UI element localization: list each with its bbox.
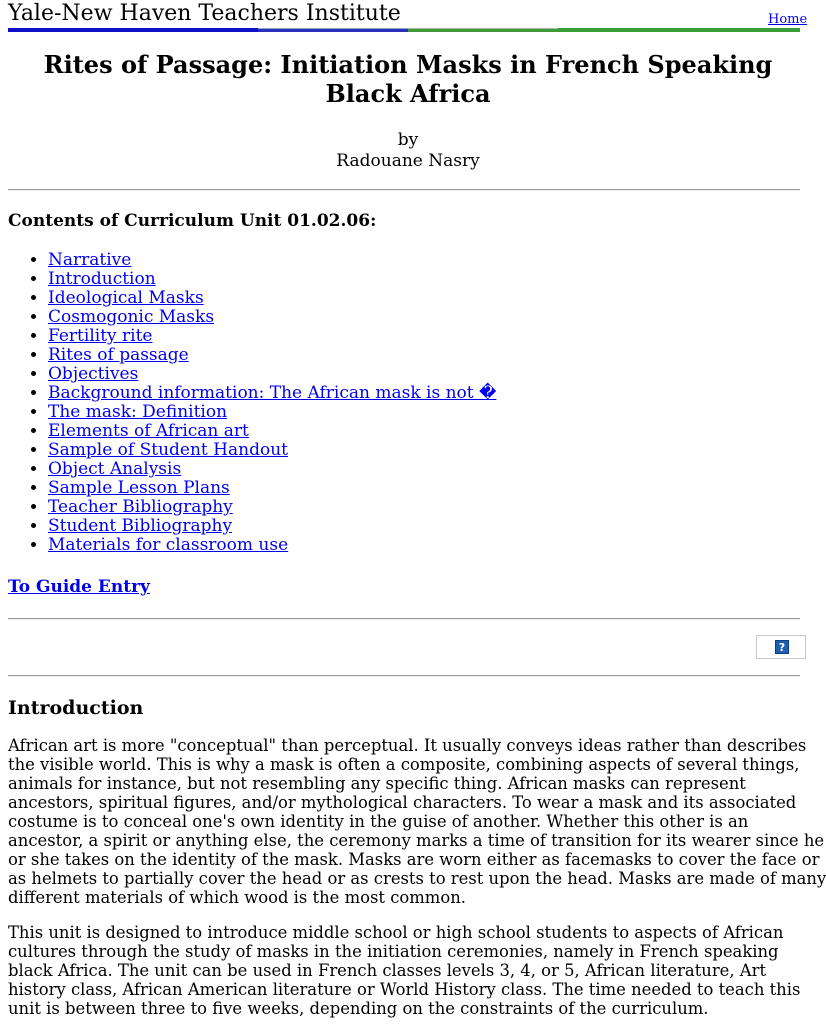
toc-link-cosmogonic-masks[interactable]: Cosmogonic Masks bbox=[48, 307, 215, 327]
paragraph-line: the visible world. This is why a mask is often a composite, combining aspects of several things, bbox=[8, 755, 800, 774]
site-title: Yale-New Haven Teachers Institute bbox=[8, 1, 401, 26]
list-item bbox=[48, 270, 496, 289]
toc-link-rites-of-passage[interactable]: Rites of passage bbox=[48, 345, 189, 365]
paragraph-line: This unit is designed to introduce middle school or high school students to aspects of African bbox=[8, 923, 784, 942]
divider bbox=[8, 189, 800, 191]
divider bbox=[8, 618, 800, 620]
introduction-paragraph-1 bbox=[8, 736, 826, 907]
toc-link-background-information[interactable]: Background information: The African mask is not � bbox=[48, 383, 497, 403]
paragraph-line: different materials of which wood is the most common. bbox=[8, 888, 466, 907]
unit-title-line-2: Black Africa bbox=[325, 79, 491, 108]
toc-link-ideological-masks[interactable]: Ideological Masks bbox=[48, 288, 204, 308]
toc-link-student-bibliography[interactable]: Student Bibliography bbox=[48, 516, 233, 536]
list-item bbox=[48, 536, 496, 555]
toc-link-objectives[interactable]: Objectives bbox=[48, 364, 139, 384]
list-item bbox=[48, 365, 496, 384]
paragraph-line: ancestors, spiritual figures, and/or mythological characters. To wear a mask and its associated bbox=[8, 793, 797, 812]
list-item bbox=[48, 441, 496, 460]
list-item bbox=[48, 251, 496, 270]
header-bar-blue bbox=[8, 28, 258, 32]
list-item bbox=[48, 460, 496, 479]
paragraph-line: animals for instance, but not resembling any specific thing. African masks can represent bbox=[8, 774, 746, 793]
header-bar-blue-2 bbox=[258, 28, 408, 32]
site-header bbox=[8, 0, 808, 34]
list-item bbox=[48, 308, 496, 327]
introduction-paragraph-2 bbox=[8, 923, 808, 1018]
help-icon[interactable]: ? bbox=[775, 640, 789, 654]
paragraph-line: history class, African American literature or World History class. The time needed to teach this bbox=[8, 980, 801, 999]
list-item bbox=[48, 346, 496, 365]
paragraph-line: as helmets to partially cover the head or as crests to rest upon the head. Masks are made of many bbox=[8, 869, 826, 888]
unit-title bbox=[8, 50, 808, 108]
guide-entry-link[interactable]: To Guide Entry bbox=[8, 577, 150, 597]
toc-link-object-analysis[interactable]: Object Analysis bbox=[48, 459, 182, 479]
byline bbox=[8, 130, 808, 172]
unit-title-line-1: Rites of Passage: Initiation Masks in French Speaking bbox=[43, 50, 773, 79]
toc-link-introduction[interactable]: Introduction bbox=[48, 269, 156, 289]
contents-heading: Contents of Curriculum Unit 01.02.06: bbox=[8, 211, 377, 231]
divider bbox=[8, 675, 800, 677]
header-bar-green bbox=[408, 28, 558, 32]
toc-link-student-handout[interactable]: Sample of Student Handout bbox=[48, 440, 288, 460]
byline-by: by bbox=[397, 130, 419, 150]
help-button-frame bbox=[756, 635, 806, 659]
paragraph-line: costume is to conceal one's own identity in the guise of another. Whether this other is an bbox=[8, 812, 749, 831]
list-item bbox=[48, 384, 496, 403]
toc-link-elements-of-african-art[interactable]: Elements of African art bbox=[48, 421, 249, 441]
paragraph-line: or she takes on the identity of the mask. Masks are worn either as facemasks to cover the face or bbox=[8, 850, 820, 869]
toc-link-fertility-rite[interactable]: Fertility rite bbox=[48, 326, 153, 346]
paragraph-line: cultures through the study of masks in the initiation ceremonies, namely in French speaking bbox=[8, 942, 779, 961]
toc-link-sample-lesson-plans[interactable]: Sample Lesson Plans bbox=[48, 478, 230, 498]
home-link[interactable]: Home bbox=[768, 12, 808, 27]
list-item bbox=[48, 498, 496, 517]
list-item bbox=[48, 289, 496, 308]
list-item bbox=[48, 403, 496, 422]
introduction-heading: Introduction bbox=[8, 697, 144, 719]
list-item bbox=[48, 422, 496, 441]
list-item bbox=[48, 517, 496, 536]
list-item bbox=[48, 327, 496, 346]
list-item bbox=[48, 479, 496, 498]
toc-link-materials-for-classroom-use[interactable]: Materials for classroom use bbox=[48, 535, 289, 555]
header-bar-green-2 bbox=[558, 28, 800, 32]
contents-list bbox=[8, 251, 496, 555]
author-name: Radouane Nasry bbox=[336, 151, 480, 171]
paragraph-line: black Africa. The unit can be used in French classes levels 3, 4, or 5, African literature, Art bbox=[8, 961, 767, 980]
toc-link-mask-definition[interactable]: The mask: Definition bbox=[48, 402, 228, 422]
paragraph-line: ancestor, a spirit or anything else, the ceremony marks a time of transition for its wearer since he bbox=[8, 831, 825, 850]
paragraph-line: African art is more "conceptual" than perceptual. It usually conveys ideas rather than describes bbox=[8, 736, 807, 755]
toc-link-teacher-bibliography[interactable]: Teacher Bibliography bbox=[48, 497, 233, 517]
toc-link-narrative[interactable]: Narrative bbox=[48, 250, 132, 270]
paragraph-line: unit is between three to five weeks, depending on the constraints of the curriculum. bbox=[8, 999, 709, 1018]
